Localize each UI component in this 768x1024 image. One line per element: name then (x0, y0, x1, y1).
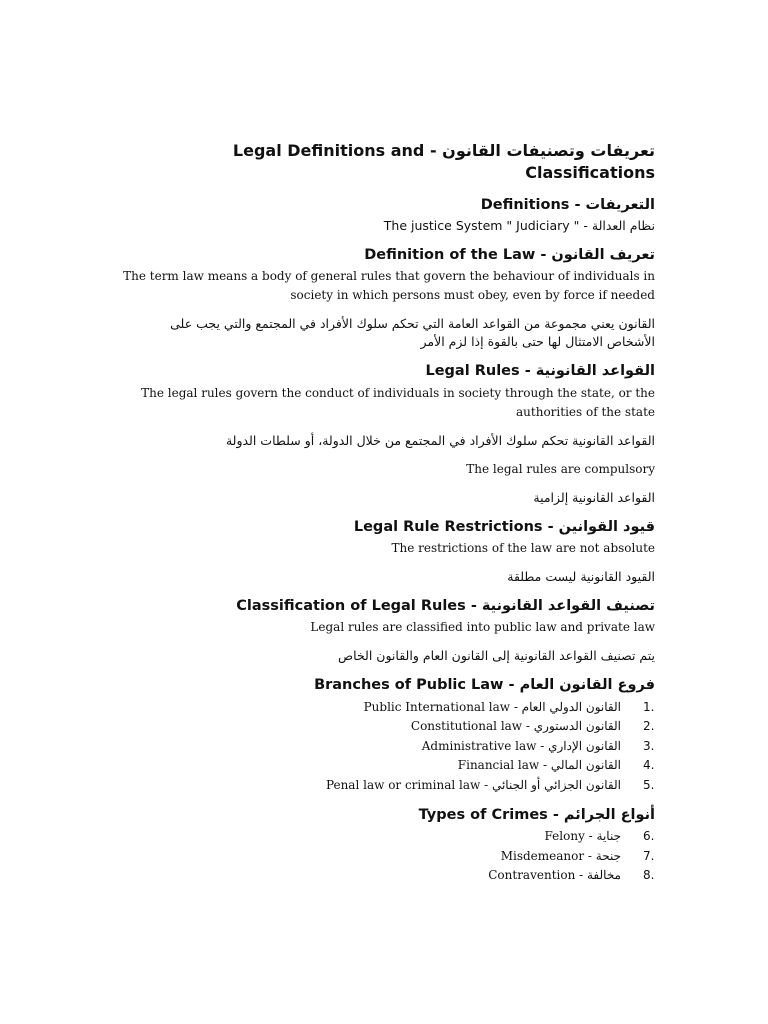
crimes-heading: أنواع الجرائم - Types of Crimes (418, 807, 655, 824)
document-page (120, 140, 655, 894)
legal-rules-arabic: القواعد القانونية تحكم سلوك الأفراد في المجتمع من خلال الدولة، أو سلطات الدولة (225, 432, 655, 448)
legal-rules-english: The legal rules govern the conduct of individuals in society through the state, or the authorities of the state (141, 385, 655, 419)
list-item-number: 8. (643, 868, 655, 883)
page-title: تعريفات وتصنيفات القانون - Legal Definitions and Classifications (232, 141, 655, 183)
public-law-list (120, 698, 655, 796)
definitions-heading: التعريفات - Definitions (480, 196, 655, 213)
list-item-text: جناية - Felony (544, 829, 621, 844)
public-law-heading: فروع القانون العام - Branches of Public Law (314, 677, 655, 694)
list-item (120, 866, 655, 886)
list-item (120, 698, 655, 718)
list-item-number: 6. (643, 829, 655, 844)
list-item-text: القانون الإداري - Administrative law (421, 738, 621, 753)
list-item-number: 3. (643, 738, 655, 753)
list-item-text: القانون الدستوري - Constitutional law (410, 719, 621, 734)
list-item-number: 7. (643, 848, 655, 863)
list-item (120, 756, 655, 776)
legal-rules-compulsory-english: The legal rules are compulsory (466, 461, 655, 476)
list-item (120, 737, 655, 757)
list-item-number: 5. (643, 777, 655, 792)
list-item (120, 827, 655, 847)
list-item (120, 717, 655, 737)
classification-heading: تصنيف القواعد القانونية - Classification of Legal Rules (236, 597, 655, 614)
list-item-text: جنحة - Misdemeanor (500, 848, 621, 863)
judiciary-line: نظام العدالة - " The justice System " Judiciary (383, 218, 655, 234)
legal-rules-compulsory-arabic: القواعد القانونية إلزامية (533, 489, 655, 505)
classification-arabic: يتم تصنيف القواعد القانونية إلى القانون العام والقانون الخاص (338, 648, 655, 664)
restrictions-heading: قيود القوانين - Legal Rule Restrictions (353, 518, 655, 535)
list-item-text: القانون الدولي العام - Public International law (363, 699, 621, 714)
list-item (120, 776, 655, 796)
restrictions-english: The restrictions of the law are not absolute (391, 540, 655, 555)
classification-english: Legal rules are classified into public law and private law (310, 620, 655, 635)
list-item-text: القانون الجزائي أو الجنائي - Penal law or criminal law (325, 777, 621, 792)
law-definition-arabic: القانون يعني مجموعة من القواعد العامة التي تحكم سلوك الأفراد في المجتمع والتي يجب على الأشخاص الامتثال لها حتى بالقوة إذا لزم الأمر (170, 316, 655, 350)
crimes-list (120, 827, 655, 886)
law-definition-english: The term law means a body of general rules that govern the behaviour of individuals in society in which persons must obey, even by force if needed (123, 269, 655, 303)
legal-rules-heading: القواعد القانونية - Legal Rules (425, 363, 655, 380)
list-item-number: 4. (643, 758, 655, 773)
list-item-number: 2. (643, 719, 655, 734)
list-item-text: القانون المالي - Financial law (457, 758, 621, 773)
law-definition-heading: تعريف القانون - Definition of the Law (364, 247, 655, 264)
list-item-text: مخالفة - Contravention (488, 868, 621, 883)
restrictions-arabic: القيود القانونية ليست مطلقة (507, 568, 655, 584)
list-item (120, 847, 655, 867)
list-item-number: 1. (643, 699, 655, 714)
